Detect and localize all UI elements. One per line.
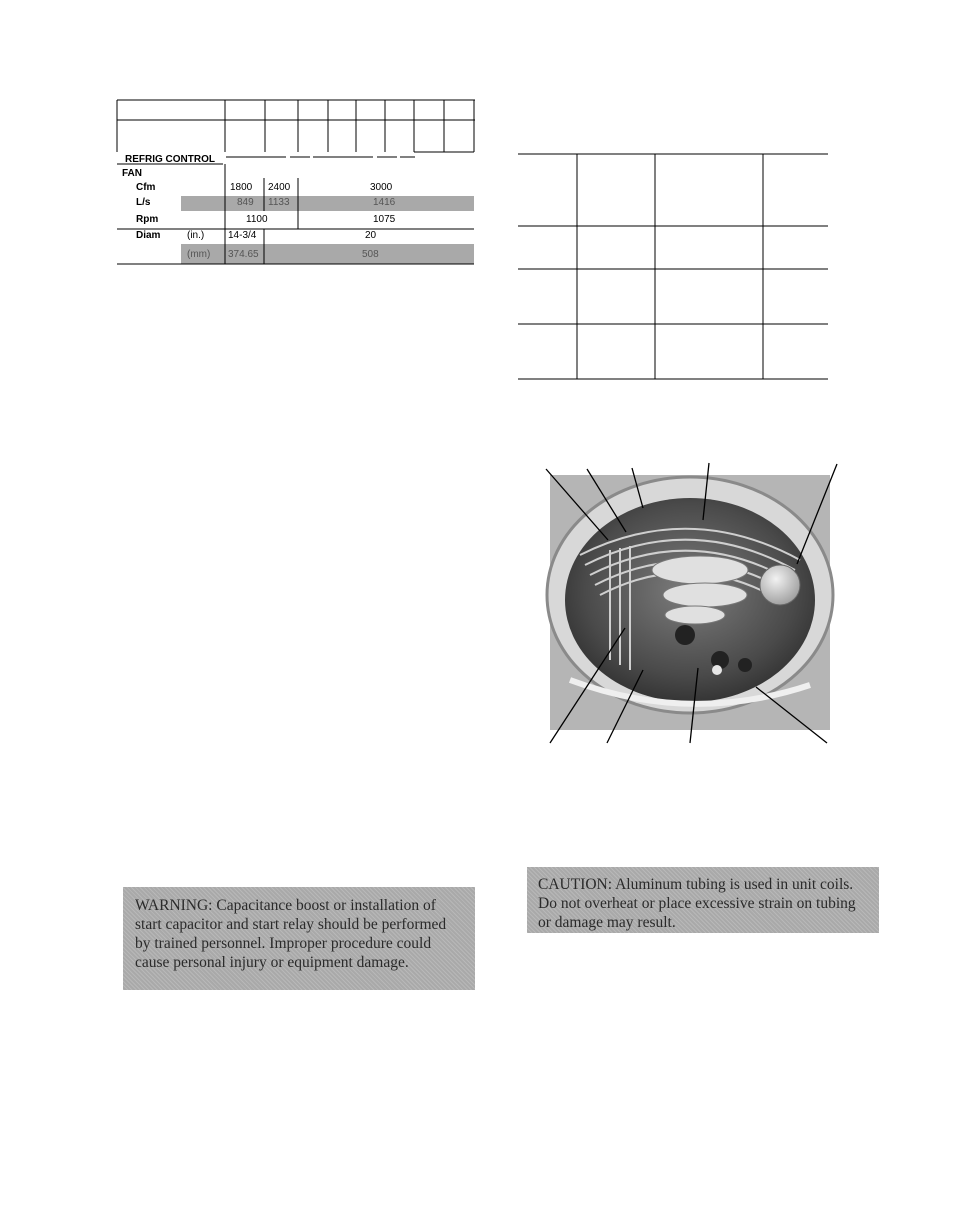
diam-in-value: 14-3/4 [228, 230, 257, 241]
ls-label: L/s [136, 197, 151, 208]
caution-text: CAUTION: Aluminum tubing is used in unit coils. Do not overheat or place excessive strain on tubing or damage may result. [538, 876, 856, 931]
diam-in-value: 20 [365, 230, 377, 241]
diam-in-unit: (in.) [187, 230, 205, 241]
cfm-value: 3000 [370, 182, 393, 193]
empty-table [0, 0, 954, 400]
diam-label: Diam [136, 230, 161, 241]
ls-value: 849 [237, 197, 254, 208]
ls-value: 1416 [373, 197, 396, 208]
warning-notice [123, 887, 475, 990]
diam-mm-unit: (mm) [187, 249, 211, 260]
caution-notice [527, 867, 879, 933]
cfm-label: Cfm [136, 182, 156, 193]
diam-mm-value: 374.65 [228, 249, 259, 260]
cfm-value: 2400 [268, 182, 291, 193]
rpm-value: 1100 [246, 214, 268, 225]
warning-text: WARNING: Capacitance boost or installation of start capacitor and start relay should be performed by trained personnel. Improper procedure could cause personal injury or equipment damage. [135, 897, 447, 971]
rpm-label: Rpm [136, 214, 159, 225]
rpm-value: 1075 [373, 214, 396, 225]
fan-label: FAN [122, 168, 142, 179]
diam-mm-value: 508 [362, 249, 379, 260]
unit-interior-photo [540, 460, 840, 745]
refrig-control-label: REFRIG CONTROL [125, 154, 215, 165]
cfm-value: 1800 [230, 182, 253, 193]
ls-value: 1133 [268, 197, 290, 208]
